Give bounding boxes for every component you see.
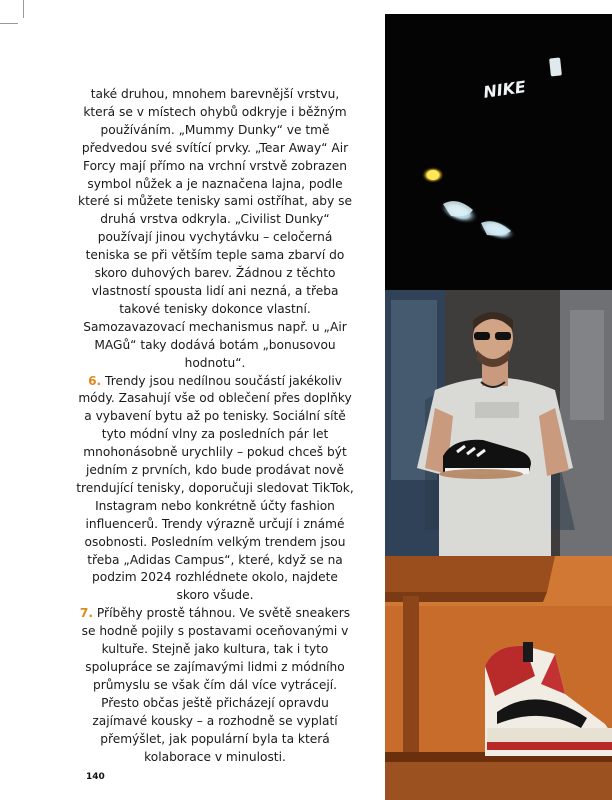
point-7-text: Příběhy prostě táhnou. Ve světě sneakers se hodně pojily s postavami oceňovanými v kultuře. Stejně jako kultura, tak i tyto spolupráce se zajímavými lidmi z módního průmyslu se však čím dál více vytrácejí. Přesto občas ještě přicházejí opravdu zajímavé kousky – a rozhodně se vyplatí přemýšlet, jak populární byla ta která kolaborace v minulosti. bbox=[81, 606, 351, 764]
crop-mark-horizontal bbox=[0, 23, 18, 24]
crop-mark-vertical bbox=[23, 0, 24, 18]
paragraph-point-6 bbox=[75, 373, 355, 606]
photo-man-holding-sneaker bbox=[385, 290, 612, 556]
point-number-7: 7. bbox=[79, 606, 94, 621]
person-photo-graphic bbox=[385, 290, 612, 556]
paragraph-continuation: také druhou, mnohem barevnější vrstvu, která se v místech ohybů odkryje i běžným používáním. „Mummy Dunky“ ve tmě předvedou své svítící prvky. „Tear Away“ Air Forcy mají přímo na vrchní vrstvě zobrazen symbol nůžek a je naznačena lajna, podle které si můžete tenisky sami ostříhat, aby se druhá vrstva odkryla. „Civilist Dunky“ používají jinou vychytávku – celočerná teniska se při větším teple sama zbarví do skoro duhových barev. Žádnou z těchto vlastností spousta lidí ani nezná, a třeba takové tenisky dokonce vlastní. Samozavazovací mechanismus např. u „Air MAGů“ taky dodává botám „bonusovou hodnotu“. bbox=[78, 87, 352, 370]
night-photo-graphic bbox=[385, 14, 612, 290]
page-number: 140 bbox=[86, 772, 105, 782]
photo-high-top-sneaker-chair bbox=[385, 556, 612, 800]
point-number-6: 6. bbox=[88, 373, 102, 388]
paragraph-point-7 bbox=[75, 605, 355, 766]
sneaker-photo-graphic bbox=[385, 556, 612, 800]
point-6-text: Trendy jsou nedílnou součástí jakékoliv módy. Zasahují vše od oblečení přes doplňky a vybavení bytu až po tenisky. Sociální sítě tyto módní vlny za posledních pár let mnohonásobně urychlily – pokud chceš být jedním z prvních, kdo bude prodávat nově trendující tenisky, doporučuji sledovat TikTok, Instagram nebo konkrétně účty fashion influencerů. Trendy výrazně určují i známé osobnosti. Posledním velkým trendem jsou třeba „Adidas Campus“, které, když se na podzim 2024 rozhlédnete okolo, najdete skoro všude. bbox=[76, 373, 354, 603]
nike-sign-text: NIKE bbox=[482, 77, 528, 102]
photo-glowing-sneakers-night bbox=[385, 14, 612, 290]
article-text-column bbox=[75, 86, 355, 766]
